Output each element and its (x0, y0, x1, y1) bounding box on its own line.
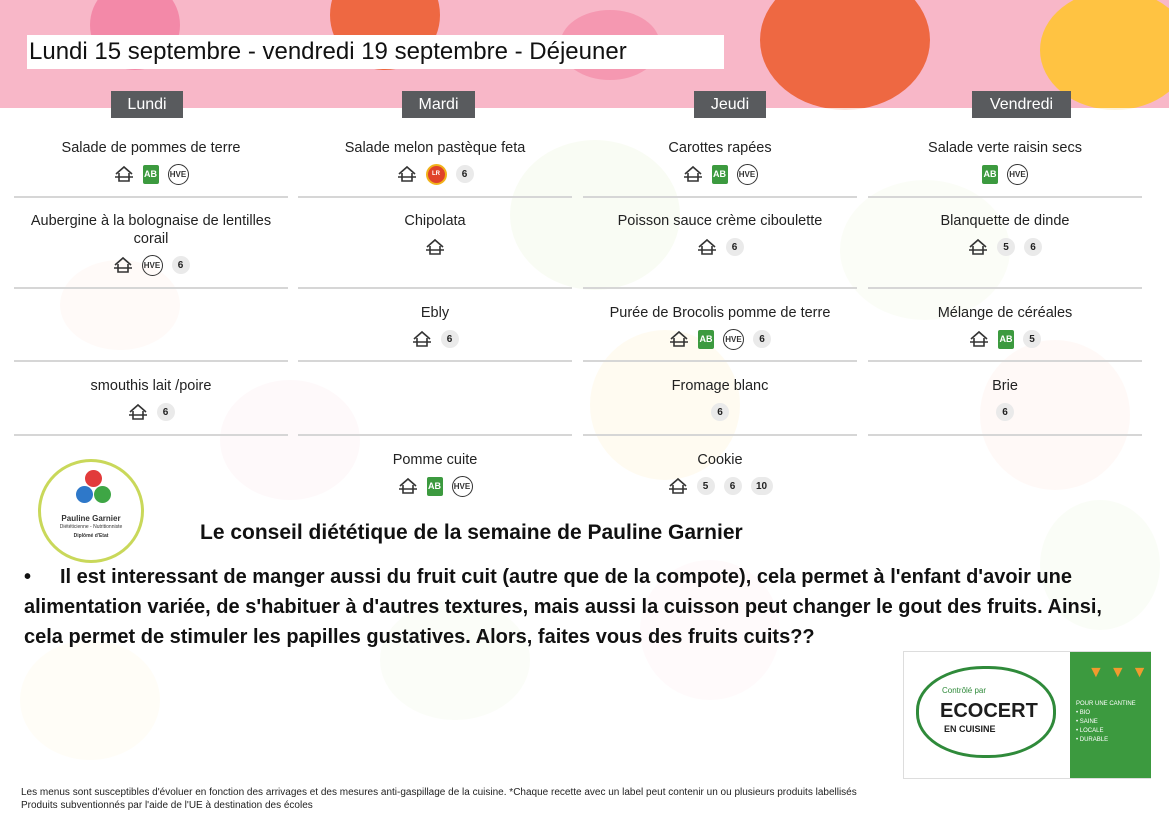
dish-labels (868, 163, 1142, 185)
allergen-badge: 6 (1024, 238, 1042, 256)
dish-name: Mélange de céréales (937, 305, 1073, 321)
carrot-icon: ▼▼▼ (1088, 664, 1154, 681)
dish-labels (298, 328, 572, 350)
menu-item-thursday (583, 139, 857, 185)
advice-title: Le conseil diététique de la semaine de Pauline Garnier (200, 521, 743, 544)
homemade-icon (683, 165, 703, 183)
allergen-badge: 6 (456, 165, 474, 183)
dish-name: Salade melon pastèque feta (344, 140, 526, 156)
dish-labels (298, 163, 572, 185)
dish-name: Blanquette de dinde (940, 213, 1070, 229)
hve-label-icon: HVE (452, 476, 473, 497)
advice-bullet: • (24, 566, 32, 588)
dish-name: Fromage blanc (671, 378, 769, 394)
hve-label-icon: HVE (737, 164, 758, 185)
allergen-badge: 6 (996, 403, 1014, 421)
footer-disclaimer: Les menus sont susceptibles d'évoluer en fonction des arrivages et des mesures anti-gaspillage de la cuisine. *Chaque recette avec un label peut contenir un ou plusieurs produits labellisés Produits subventionnés par l'aide de l'UE à destination des écoles (21, 787, 857, 811)
allergen-badge: 6 (441, 330, 459, 348)
homemade-icon (113, 256, 133, 274)
row-divider (868, 434, 1142, 436)
dish-labels (868, 328, 1142, 350)
row-divider (298, 434, 572, 436)
row-divider (298, 196, 572, 198)
dish-labels (583, 475, 857, 497)
allergen-badge: 6 (172, 256, 190, 274)
row-divider (583, 360, 857, 362)
ecocert-panel: POUR UNE CANTINE • BIO • SAINE • LOCALE • DURABLE (1070, 652, 1151, 778)
dish-labels (14, 401, 288, 423)
dish-name: Poisson sauce crème ciboulette (617, 213, 823, 229)
menu-item-friday (868, 139, 1142, 185)
menu-item-monday (14, 139, 288, 185)
homemade-icon (669, 330, 689, 348)
dish-name: Brie (992, 378, 1018, 394)
row-divider (868, 196, 1142, 198)
dish-labels (298, 475, 572, 497)
row-divider (298, 287, 572, 289)
menu-item-friday (868, 304, 1142, 350)
hve-label-icon: HVE (723, 329, 744, 350)
dish-name: Purée de Brocolis pomme de terre (609, 305, 831, 321)
allergen-badge: 5 (1023, 330, 1041, 348)
homemade-icon (398, 477, 418, 495)
allergen-badge: 10 (751, 477, 773, 495)
homemade-icon (968, 238, 988, 256)
homemade-icon (425, 238, 445, 256)
menu-item-tuesday (298, 212, 572, 258)
organic-ab-icon: AB (982, 165, 998, 184)
dish-labels (298, 236, 572, 258)
homemade-icon (397, 165, 417, 183)
dish-name: Cookie (697, 452, 743, 468)
organic-ab-icon: AB (698, 330, 714, 349)
menu-item-thursday (583, 451, 857, 497)
row-divider (583, 287, 857, 289)
organic-ab-icon: AB (998, 330, 1014, 349)
dish-labels (14, 254, 288, 276)
menu-item-monday (14, 377, 288, 423)
row-divider (583, 196, 857, 198)
organic-ab-icon: AB (427, 477, 443, 496)
allergen-badge: 6 (753, 330, 771, 348)
homemade-icon (412, 330, 432, 348)
day-header-monday: Lundi (111, 91, 183, 118)
organic-ab-icon: AB (712, 165, 728, 184)
homemade-icon (697, 238, 717, 256)
menu-item-thursday (583, 304, 857, 350)
allergen-badge: 6 (157, 403, 175, 421)
advice-body: Il est interessant de manger aussi du fruit cuit (autre que de la compote), cela permet à l'enfant d'avoir une alimentation variée, de s'habituer à d'autres textures, mais aussi la cuisson peut changer le gout des fruits. Ainsi, cela permet de stimuler les papilles gustatives. Alors, faites vous des fruits cuits?? (24, 566, 1102, 648)
menu-item-thursday (583, 212, 857, 258)
allergen-badge: 5 (997, 238, 1015, 256)
ecocert-controlled: Contrôlé par (942, 686, 987, 695)
allergen-badge: 6 (726, 238, 744, 256)
allergen-badge: 6 (724, 477, 742, 495)
dish-labels (583, 401, 857, 423)
homemade-icon (668, 477, 688, 495)
row-divider (14, 287, 288, 289)
day-header-friday: Vendredi (972, 91, 1071, 118)
dish-labels (583, 236, 857, 258)
dish-labels (868, 236, 1142, 258)
dish-labels (583, 328, 857, 350)
dish-name: Aubergine à la bolognaise de lentilles corail (30, 213, 272, 247)
menu-item-thursday (583, 377, 857, 423)
menu-item-tuesday (298, 304, 572, 350)
dish-name: Pomme cuite (392, 452, 478, 468)
day-header-thursday: Jeudi (694, 91, 766, 118)
dish-labels (583, 163, 857, 185)
allergen-badge: 5 (697, 477, 715, 495)
ecocert-brand: ECOCERT (940, 700, 1038, 722)
hve-label-icon: HVE (168, 164, 189, 185)
organic-ab-icon: AB (143, 165, 159, 184)
row-divider (14, 196, 288, 198)
ecocert-sub: EN CUISINE (944, 724, 996, 734)
row-divider (14, 360, 288, 362)
homemade-icon (969, 330, 989, 348)
allergen-badge: 6 (711, 403, 729, 421)
row-divider (868, 360, 1142, 362)
homemade-icon (128, 403, 148, 421)
dish-labels (14, 163, 288, 185)
dish-name: Ebly (420, 305, 450, 321)
menu-item-friday (868, 377, 1142, 423)
menu-item-tuesday (298, 139, 572, 185)
dish-name: Salade de pommes de terre (61, 140, 241, 156)
homemade-icon (114, 165, 134, 183)
dish-name: Salade verte raisin secs (928, 140, 1082, 156)
row-divider (14, 434, 288, 436)
dish-name: Carottes rapées (668, 140, 772, 156)
ecocert-logo (903, 651, 1154, 779)
dietitian-logo: Pauline Garnier Diététicienne - Nutritionniste Diplômé d'Etat (38, 459, 144, 563)
advice-text (24, 562, 1124, 652)
day-header-tuesday: Mardi (402, 91, 475, 118)
hve-label-icon: HVE (142, 255, 163, 276)
label-rouge-icon: LR (426, 164, 447, 185)
row-divider (868, 287, 1142, 289)
dish-name: smouthis lait /poire (90, 378, 212, 394)
menu-item-friday (868, 212, 1142, 258)
menu-item-tuesday (298, 451, 572, 497)
dish-name: Chipolata (404, 213, 466, 229)
row-divider (583, 434, 857, 436)
hve-label-icon: HVE (1007, 164, 1028, 185)
row-divider (298, 360, 572, 362)
dish-labels (868, 401, 1142, 423)
menu-item-monday (14, 212, 288, 276)
page-title: Lundi 15 septembre - vendredi 19 septembre - Déjeuner (27, 35, 724, 69)
